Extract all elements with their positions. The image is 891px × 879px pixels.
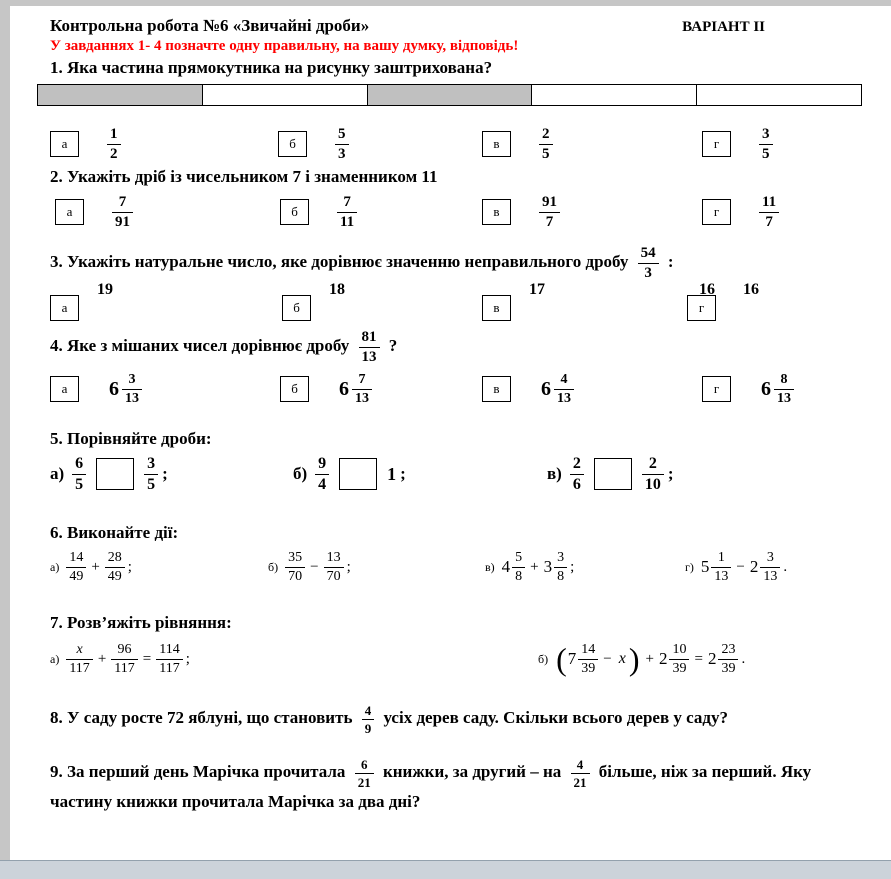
item-label: а) — [50, 651, 60, 666]
q9-text — [50, 757, 868, 815]
q6-item-a — [50, 545, 132, 589]
mixed-whole: 7 — [567, 649, 577, 668]
answer-box-a[interactable]: а — [55, 199, 84, 225]
fraction — [335, 126, 349, 162]
mixed-whole: 2 — [707, 649, 717, 668]
fraction-numerator: 5 — [512, 550, 525, 568]
fraction-numerator: 35 — [285, 550, 305, 568]
fraction — [760, 550, 780, 584]
operator: + — [91, 558, 100, 575]
fraction-denominator: 91 — [115, 214, 130, 230]
fraction-denominator: 7 — [765, 214, 773, 230]
figure-cell — [532, 85, 697, 105]
fraction-numerator: 14 — [66, 550, 86, 568]
fraction-denominator: 6 — [572, 476, 581, 493]
fraction-denominator: 9 — [364, 721, 372, 736]
fraction-numerator: 14 — [578, 642, 598, 660]
mixed-whole: 5 — [700, 557, 710, 576]
fraction — [539, 194, 560, 230]
punctuation: ; — [127, 558, 132, 575]
fraction-numerator: 4 — [571, 757, 590, 774]
fraction — [355, 757, 374, 789]
q3-option-v — [482, 281, 545, 329]
q3-text-before: 3. Укажіть натуральне число, яке дорівнює значенню неправильного дробу — [50, 251, 629, 271]
fraction-denominator: 13 — [777, 391, 791, 406]
fraction — [111, 642, 137, 676]
fraction-denominator: 4 — [318, 476, 327, 493]
fraction-denominator: 39 — [672, 661, 687, 676]
q8-part2: усіх дерев саду. Скільки всього дерев у саду? — [383, 707, 728, 727]
mixed-whole: 2 — [658, 649, 668, 668]
fraction-numerator: 3 — [759, 126, 773, 145]
fraction-numerator: 2 — [570, 455, 584, 475]
q4-text — [50, 329, 865, 365]
item-label: г) — [685, 559, 694, 574]
fraction — [774, 372, 794, 406]
fraction-denominator: 13 — [361, 349, 377, 365]
fraction — [638, 245, 659, 281]
q5-item-b — [293, 451, 406, 497]
punctuation: . — [741, 650, 746, 667]
q1-option-g — [702, 122, 773, 166]
fraction-numerator: 7 — [352, 372, 372, 390]
figure-cell — [697, 85, 861, 105]
q6-heading: 6. Виконайте дії: — [50, 523, 179, 542]
answer-box-b[interactable]: б — [282, 295, 311, 321]
q2-option-g — [702, 189, 779, 235]
q7-items — [50, 633, 865, 685]
fraction-numerator: 114 — [156, 642, 182, 660]
fraction — [578, 642, 598, 676]
fraction — [718, 642, 738, 676]
q1-options — [50, 122, 865, 166]
mixed-whole: 3 — [543, 557, 553, 576]
q8-text — [50, 703, 868, 735]
q1-option-b — [278, 122, 349, 166]
header — [50, 16, 865, 36]
fraction-denominator: 117 — [159, 661, 180, 676]
q3-option-b — [282, 281, 345, 329]
q7-item-a — [50, 633, 190, 685]
q6-item-b — [268, 545, 351, 589]
comparison-box[interactable] — [96, 458, 134, 490]
item-label: а) — [50, 464, 65, 483]
fraction-numerator: 6 — [72, 455, 86, 475]
fraction — [362, 703, 375, 735]
fraction-denominator: 2 — [110, 146, 118, 162]
fraction-denominator: 5 — [75, 476, 84, 493]
fraction-numerator: 28 — [105, 550, 125, 568]
figure-cell — [368, 85, 533, 105]
fraction — [144, 455, 158, 493]
punctuation: ; — [346, 558, 351, 575]
answer-box-b[interactable]: б — [280, 376, 309, 402]
mixed-whole: 6 — [339, 377, 349, 400]
fraction — [759, 194, 779, 230]
q3-option-g — [687, 281, 759, 329]
q4-text-after: ? — [388, 335, 398, 355]
fraction — [539, 126, 553, 162]
fraction-numerator: 9 — [315, 455, 329, 475]
fraction-denominator: 13 — [557, 391, 571, 406]
punctuation: ; — [400, 464, 406, 483]
fraction-numerator: 3 — [760, 550, 780, 568]
fraction — [337, 194, 357, 230]
fraction-numerator: 11 — [759, 194, 779, 213]
q3-text — [50, 245, 865, 281]
mixed-whole: 6 — [541, 377, 551, 400]
comparison-box[interactable] — [339, 458, 377, 490]
q7-heading: 7. Розв’яжіть рівняння: — [50, 613, 232, 632]
fraction — [512, 550, 525, 584]
answer-box-b[interactable]: б — [280, 199, 309, 225]
option-value: 17 — [529, 281, 545, 298]
punctuation: . — [783, 558, 788, 575]
fraction — [324, 550, 344, 584]
fraction — [642, 455, 664, 493]
q4-text-before: 4. Яке з мішаних чисел дорівнює дробу — [50, 335, 350, 355]
mixed-whole: 6 — [761, 377, 771, 400]
punctuation: ; — [162, 464, 168, 483]
fraction — [156, 642, 182, 676]
punctuation: ; — [667, 464, 674, 483]
fraction-numerator: 54 — [638, 245, 659, 264]
operator: − — [603, 650, 612, 667]
fraction-numerator: 3 — [144, 455, 158, 475]
document-page — [10, 6, 891, 862]
fraction-numerator: 3 — [122, 372, 142, 390]
q2-option-a — [55, 189, 133, 235]
fraction-numerator: 5 — [335, 126, 349, 145]
q4-option-a — [50, 365, 142, 413]
variant-label: ВАРІАНТ ІІ — [682, 19, 765, 35]
fraction-denominator: 5 — [762, 146, 770, 162]
answer-box-b[interactable]: б — [278, 131, 307, 157]
fraction-numerator: 23 — [718, 642, 738, 660]
fraction-denominator: 117 — [69, 661, 90, 676]
fraction — [554, 372, 574, 406]
q8-part1: 8. У саду росте 72 яблуні, що становить — [50, 707, 353, 727]
q6-item-v — [485, 545, 574, 589]
q1-option-a — [50, 122, 121, 166]
fraction — [669, 642, 689, 676]
fraction-denominator: 13 — [763, 569, 778, 584]
variable-x: x — [618, 650, 626, 667]
fraction-denominator: 7 — [545, 214, 554, 230]
fraction — [359, 329, 380, 365]
option-value: 19 — [97, 281, 113, 298]
q7-item-b: б) ( 7 $\frac{14}{39}$ − x ) + 2 $\frac{10}{39}$ = 2 $\frac{23}{39}$ . — [538, 641, 746, 677]
q5-heading: 5. Порівняйте дроби: — [50, 429, 212, 448]
fraction-denominator: 49 — [107, 569, 122, 584]
fraction-denominator: 10 — [644, 476, 661, 493]
q6-items — [50, 545, 865, 589]
mixed-whole: 4 — [501, 557, 511, 576]
fraction-numerator: 7 — [112, 194, 133, 213]
q4-option-b — [280, 365, 372, 413]
operator: + — [530, 558, 539, 575]
figure-cell — [203, 85, 368, 105]
q3-text-after: : — [667, 251, 674, 271]
option-value: 18 — [329, 281, 345, 298]
answer-box-g[interactable]: г — [702, 376, 731, 402]
item-label: в) — [547, 464, 562, 483]
fraction-denominator: 21 — [357, 775, 371, 790]
fraction-denominator: 117 — [114, 661, 135, 676]
fraction — [759, 126, 773, 162]
item-label: б) — [538, 651, 549, 666]
answer-box-g[interactable]: г — [687, 295, 716, 321]
fraction-denominator: 70 — [288, 569, 303, 584]
answer-box-a[interactable]: а — [50, 376, 79, 402]
fraction — [352, 372, 372, 406]
fraction-numerator: 7 — [337, 194, 357, 213]
item-label: б) — [293, 464, 308, 483]
fraction — [571, 757, 590, 789]
fraction — [105, 550, 125, 584]
fraction — [711, 550, 731, 584]
fraction-denominator: 3 — [644, 265, 652, 281]
fraction-numerator: 8 — [774, 372, 794, 390]
fraction-denominator: 5 — [542, 146, 550, 162]
punctuation: ; — [185, 650, 190, 667]
mixed-whole: 6 — [109, 377, 119, 400]
option-value-extra: 16 — [743, 281, 759, 298]
q9-part2: книжки, за другий – на — [382, 761, 562, 781]
q9-part3: більше, ніж за перший. Яку частину книжки прочитала Марічка за два дні? — [50, 761, 812, 811]
fraction-numerator: 81 — [359, 329, 380, 348]
q2-options — [50, 189, 865, 235]
answer-box-g[interactable]: г — [702, 131, 731, 157]
fraction — [107, 126, 121, 162]
q5-item-a — [50, 451, 168, 497]
fraction-denominator: 8 — [515, 569, 523, 584]
fraction-numerator: 2 — [539, 126, 553, 145]
answer-box-v[interactable]: в — [482, 199, 511, 225]
q5-items — [50, 451, 865, 497]
fraction-numerator: 91 — [539, 194, 560, 213]
fraction-numerator: 1 — [107, 126, 121, 145]
fraction-numerator: 6 — [355, 757, 374, 774]
q4-option-v — [482, 365, 574, 413]
q1-text: 1. Яка частина прямокутника на рисунку заштрихована? — [50, 58, 493, 77]
q5-item-v — [547, 451, 674, 497]
fraction — [122, 372, 142, 406]
q2-option-v — [482, 189, 560, 235]
fraction — [315, 455, 329, 493]
fraction — [112, 194, 133, 230]
fraction-denominator: 70 — [326, 569, 341, 584]
figure-cell — [38, 85, 203, 105]
q2-option-b — [280, 189, 357, 235]
operator: + — [97, 650, 107, 667]
fraction-denominator: 39 — [721, 661, 736, 676]
fraction-numerator: 4 — [554, 372, 574, 390]
fraction — [570, 455, 584, 493]
fraction-numerator: 13 — [324, 550, 344, 568]
fraction-numerator: 2 — [642, 455, 664, 475]
q1-option-v — [482, 122, 553, 166]
mixed-whole: 2 — [749, 557, 759, 576]
fraction-numerator: 3 — [554, 550, 567, 568]
fraction — [554, 550, 567, 584]
answer-box-g[interactable]: г — [702, 199, 731, 225]
q4-option-g — [702, 365, 794, 413]
q9-part1: 9. За перший день Марічка прочитала — [50, 761, 346, 781]
fraction-denominator: 13 — [355, 391, 369, 406]
fraction-denominator: 21 — [573, 775, 587, 790]
fraction-denominator: 13 — [125, 391, 139, 406]
instruction-text: У завданнях 1- 4 позначте одну правильну, на вашу думку, відповідь! — [50, 38, 519, 54]
equals-sign: = — [694, 650, 703, 667]
q3-options — [50, 281, 865, 329]
operator: − — [310, 558, 319, 575]
item-label: в) — [485, 559, 495, 574]
answer-box-v[interactable]: в — [482, 376, 511, 402]
item-label: б) — [268, 559, 279, 574]
comparison-box[interactable] — [594, 458, 632, 490]
option-value: 16 — [699, 281, 715, 298]
fraction-denominator: 13 — [714, 569, 729, 584]
fraction-denominator: 5 — [147, 476, 156, 493]
fraction-numerator: 10 — [669, 642, 689, 660]
fraction-denominator: 3 — [338, 146, 346, 162]
q4-options — [50, 365, 865, 413]
q6-item-g — [685, 545, 787, 589]
fraction-denominator: 49 — [69, 569, 84, 584]
item-label: а) — [50, 559, 60, 574]
window-bottom-edge — [0, 860, 891, 879]
fraction-numerator: 96 — [111, 642, 137, 660]
operator: − — [736, 558, 745, 575]
equals-sign: = — [142, 650, 152, 667]
fraction — [72, 455, 86, 493]
q2-text: 2. Укажіть дріб із чисельником 7 і знаменником 11 — [50, 167, 438, 186]
page-title: Контрольна робота №6 «Звичайні дроби» — [50, 16, 370, 35]
answer-box-a[interactable]: а — [50, 295, 79, 321]
fraction-denominator: 11 — [340, 214, 355, 230]
answer-box-v[interactable]: в — [482, 131, 511, 157]
q1-figure — [37, 84, 862, 106]
answer-box-v[interactable]: в — [482, 295, 511, 321]
whole-number: 1 — [387, 463, 397, 484]
fraction — [285, 550, 305, 584]
fraction — [66, 550, 86, 584]
fraction-numerator: x — [66, 642, 92, 660]
answer-box-a[interactable]: а — [50, 131, 79, 157]
operator: + — [645, 650, 654, 667]
fraction-denominator: 39 — [581, 661, 596, 676]
fraction-denominator: 8 — [557, 569, 565, 584]
q3-option-a — [50, 281, 113, 329]
punctuation: ; — [570, 558, 575, 575]
fraction — [66, 642, 92, 676]
fraction-numerator: 4 — [362, 703, 375, 720]
fraction-numerator: 1 — [711, 550, 731, 568]
